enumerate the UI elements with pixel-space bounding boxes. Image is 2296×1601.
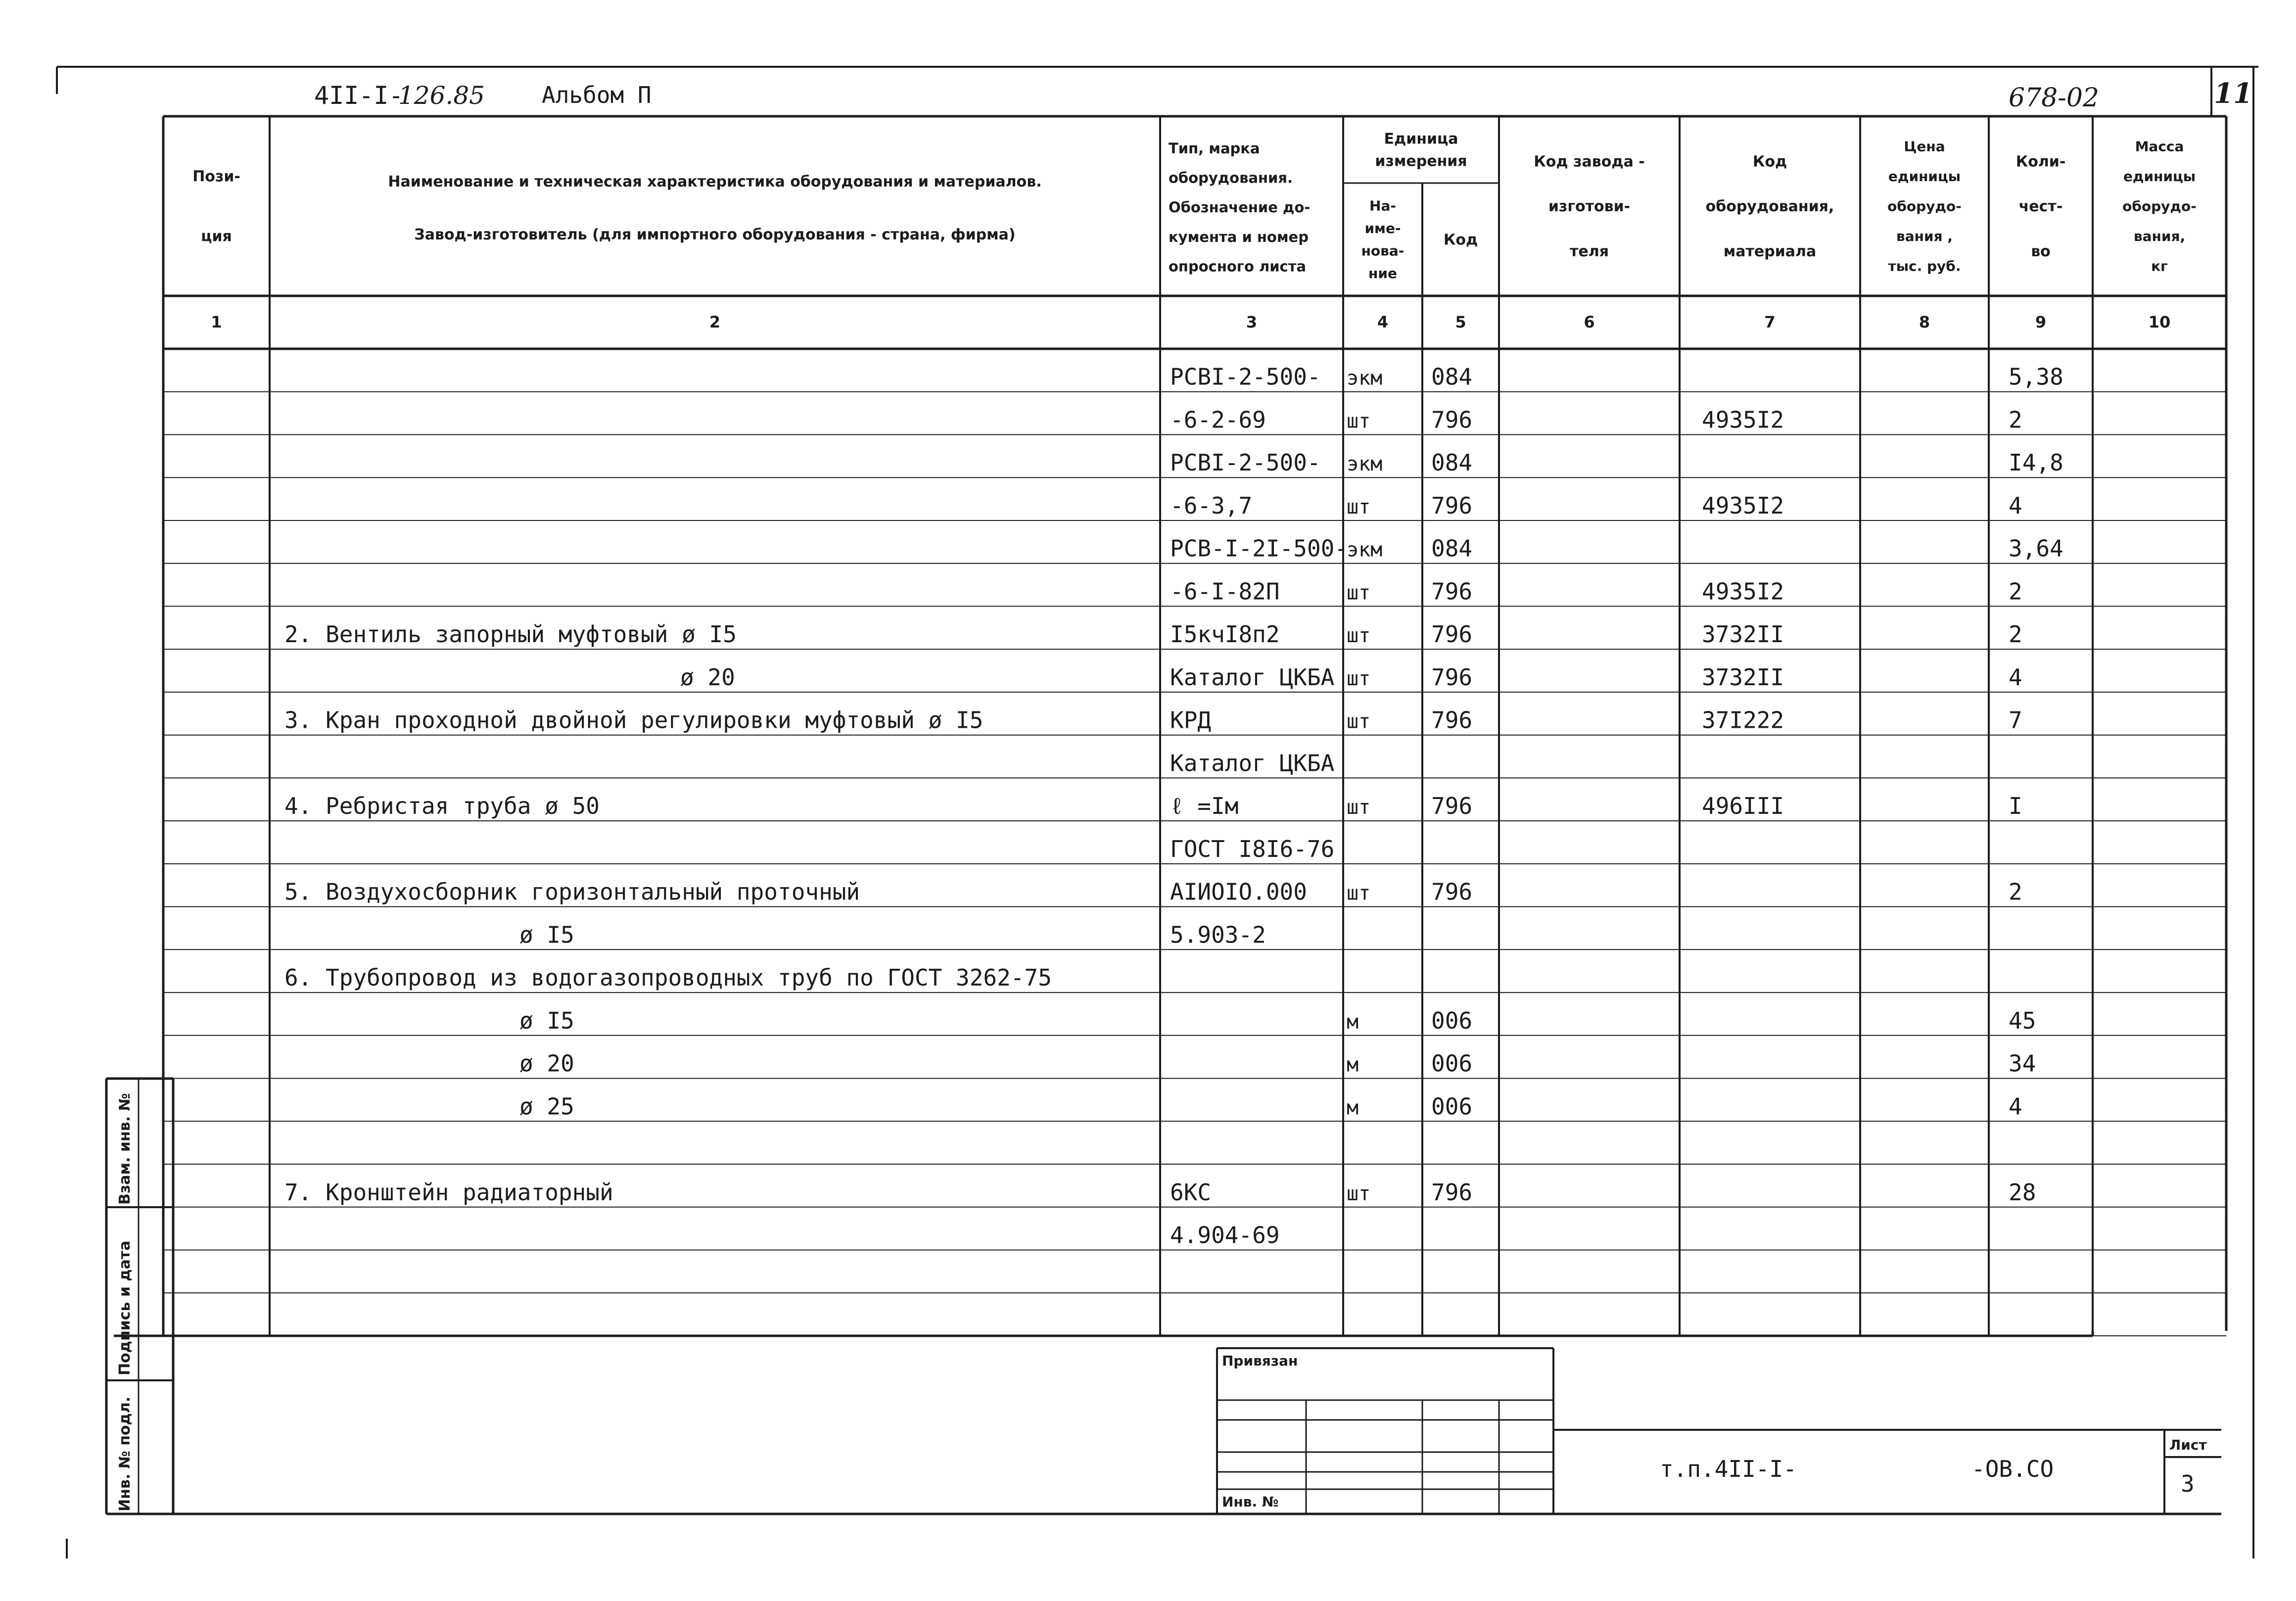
unit-code: 796 [1431,621,1473,648]
item-type: Каталог ЦКБА [1170,663,1335,691]
sheet-header [314,77,2252,113]
unit-code: 796 [1431,706,1473,734]
unit-code: 084 [1431,449,1473,476]
header-c1-line: ция [201,228,232,245]
header-c3-line: Обозначение до- [1169,199,1311,216]
column-number: 3 [1246,313,1258,331]
column-number: 5 [1455,313,1466,331]
header-c6-line: изготови- [1548,198,1631,215]
header-c4-line: нова- [1361,242,1405,259]
stamp-signature-date: Подпись и дата [116,1240,134,1375]
item-type: РСВI-2-500- [1170,363,1321,390]
bound-label: Привязан [1222,1353,1298,1369]
header-c2-line: Завод-изготовитель (для импортного оборудования - страна, фирма) [414,226,1016,243]
table-row [1170,750,1334,776]
quantity: 4 [2009,1093,2022,1120]
header-c3-line: опросного листа [1169,258,1307,275]
unit-code: 796 [1431,663,1473,691]
column-number: 8 [1919,313,1930,331]
album-label: Альбом П [542,82,652,108]
title-block [1217,1348,2221,1514]
column-number: 7 [1764,313,1776,331]
table-row [680,664,2022,691]
header-c3-line: Тип, марка [1169,140,1260,157]
item-type: Каталог ЦКБА [1170,750,1335,777]
unit-name: экм [1347,538,1383,562]
item-type: ℓ =Iм [1170,793,1239,820]
header-c4-line: На- [1369,197,1396,214]
unit-code: 796 [1431,578,1473,605]
item-type: КРД [1170,706,1212,734]
item-type: ГОСТ I8I6-76 [1170,835,1335,862]
header-c8-line: единицы [1888,168,1961,185]
header-c2-line: Наименование и техническая характеристика оборудования и материалов. [388,173,1042,191]
item-type: I5кчI8п2 [1170,621,1280,648]
doc-code-handwritten: 126.85 [398,81,485,110]
header-c3-line: оборудования. [1169,169,1293,187]
item-type: АIИОIО.000 [1170,878,1307,905]
sheet-code: 678-02 [2009,83,2099,113]
header-c9-line: чест- [2018,198,2063,215]
stamp-replaced-inv: Взам. инв. № [116,1093,134,1205]
sheet-value: 3 [2181,1470,2195,1497]
table-row [1170,578,2022,605]
table-row [284,964,1052,991]
quantity: 5,38 [2009,363,2063,390]
header-unit_group-line: измерения [1375,152,1467,170]
item-type: -6-3,7 [1170,492,1253,519]
unit-code: 796 [1431,1178,1473,1206]
table-row [1170,449,2063,476]
doc-code: 4II-I- [314,81,404,110]
header-c4-line: ние [1368,265,1397,282]
column-number-row [211,313,2170,331]
header-c10-line: Масса [2135,138,2184,155]
item-type: 4.904-69 [1170,1222,1280,1249]
header-c10-line: кг [2151,258,2168,275]
unit-name: шт [1347,882,1371,905]
unit-name: шт [1347,1182,1371,1205]
item-name: 3. Кран проходной двойной регулировки муфтовый ø I5 [284,706,984,734]
quantity: I [2009,793,2022,820]
unit-name: м [1347,1096,1359,1120]
unit-name: шт [1347,624,1371,648]
header-c8-line: вания , [1896,228,1953,244]
unit-name: м [1347,1010,1359,1034]
item-name: 5. Воздухосборник горизонтальный проточный [284,878,860,905]
unit-name: шт [1347,410,1371,433]
unit-name: экм [1347,367,1383,390]
item-type: РСВ-I-2I-500- [1170,535,1349,562]
item-name: 7. Кронштейн радиаторный [284,1178,613,1206]
item-name: 6. Трубопровод из водогазопроводных труб по ГОСТ 3262-75 [284,964,1052,991]
item-type: -6-2-69 [1170,406,1266,433]
header-c7-line: материала [1723,242,1817,260]
column-number: 4 [1377,313,1389,331]
header-c3-line: кумента и номер [1169,228,1309,245]
table-row [519,1093,2022,1120]
unit-name: шт [1347,667,1371,690]
material-code: 3732II [1702,663,1784,691]
unit-code: 796 [1431,793,1473,820]
header-c10-line: вания, [2133,228,2186,244]
table-row [519,1050,2036,1077]
title-doc-suffix: -ОВ.СО [1971,1456,2054,1482]
table-row [1170,364,2063,390]
side-stamp [106,1079,2221,1514]
quantity: 4 [2009,663,2022,691]
unit-code: 006 [1431,1050,1473,1077]
unit-name: шт [1347,496,1371,518]
quantity: 3,64 [2009,535,2063,562]
table-row [284,879,2022,905]
sheet-label: Лист [2169,1437,2207,1453]
table-row [284,793,2022,819]
table-row [284,621,2022,648]
item-name: 4. Ребристая труба ø 50 [284,793,600,820]
unit-code: 796 [1431,492,1473,519]
header-c8-line: Цена [1904,138,1945,155]
header-c6-line: Код завода - [1534,153,1645,171]
quantity: 2 [2009,578,2022,605]
quantity: 2 [2009,621,2022,648]
table-body [284,364,2063,1249]
item-name: ø 20 [519,1050,574,1077]
table-row [1170,492,2022,519]
table-row [1170,1222,1280,1249]
item-name: 2. Вентиль запорный муфтовый ø I5 [284,621,737,648]
header-c8-line: тыс. руб. [1888,258,1961,275]
item-type: РСВI-2-500- [1170,449,1321,476]
header-c10-line: единицы [2123,168,2196,185]
table-row [1170,407,2022,433]
quantity: 45 [2009,1007,2036,1034]
header-c9-line: во [2031,242,2051,260]
item-type: -6-I-82П [1170,578,1280,605]
material-code: 496III [1702,793,1784,820]
inv-number-label: Инв. № [1222,1494,1279,1510]
header-c8-line: оборудо- [1887,198,1962,215]
unit-name: шт [1347,710,1371,733]
header-c4-line: име- [1364,220,1401,236]
header-c6-line: теля [1570,242,1609,260]
item-name: ø I5 [519,921,574,948]
quantity: 2 [2009,878,2022,905]
item-name: ø I5 [519,1007,574,1034]
unit-name: шт [1347,796,1371,819]
item-name: ø 25 [519,1093,574,1120]
material-code: 3732II [1702,621,1784,648]
header-c7-line: Код [1752,153,1787,171]
table-row [1170,535,2063,562]
header-c9-line: Коли- [2015,153,2066,171]
unit-code: 006 [1431,1093,1473,1120]
table-row [284,707,2022,734]
table-row [519,1007,2036,1034]
material-code: 4935I2 [1702,578,1784,605]
item-name: ø 20 [680,663,735,691]
unit-name: экм [1347,453,1383,476]
page-number: 11 [2214,77,2252,110]
unit-code: 084 [1431,363,1473,390]
column-number: 10 [2148,313,2171,331]
title-doc-number: т.п.4II-I- [1660,1456,1797,1482]
column-number: 9 [2035,313,2047,331]
header-c7-line: оборудования, [1705,198,1834,215]
table-row [519,921,1266,948]
unit-code: 796 [1431,878,1473,905]
header-c10-line: оборудо- [2122,198,2197,215]
header-c1-line: Пози- [192,168,240,186]
column-number: 6 [1584,313,1595,331]
unit-code: 084 [1431,535,1473,562]
quantity: 4 [2009,492,2022,519]
item-type: 6КС [1170,1178,1212,1206]
unit-name: шт [1347,581,1371,605]
quantity: 2 [2009,406,2022,433]
table-row [1170,836,1334,862]
unit-code: 006 [1431,1007,1473,1034]
quantity: I4,8 [2009,449,2063,476]
quantity: 28 [2009,1178,2036,1206]
column-number: 1 [211,313,222,331]
item-type: 5.903-2 [1170,921,1266,948]
material-code: 4935I2 [1702,492,1784,519]
unit-code: 796 [1431,406,1473,433]
table-column-headers [192,131,2197,282]
quantity: 34 [2009,1050,2036,1077]
material-code: 4935I2 [1702,406,1784,433]
column-number: 2 [709,313,721,331]
material-code: 37I222 [1702,706,1784,734]
quantity: 7 [2009,706,2022,734]
header-unit_group-line: Единица [1384,130,1458,148]
unit-name: м [1347,1053,1359,1077]
header-c5-line: Код [1443,231,1478,249]
stamp-original-inv: Инв. № подл. [116,1396,134,1511]
